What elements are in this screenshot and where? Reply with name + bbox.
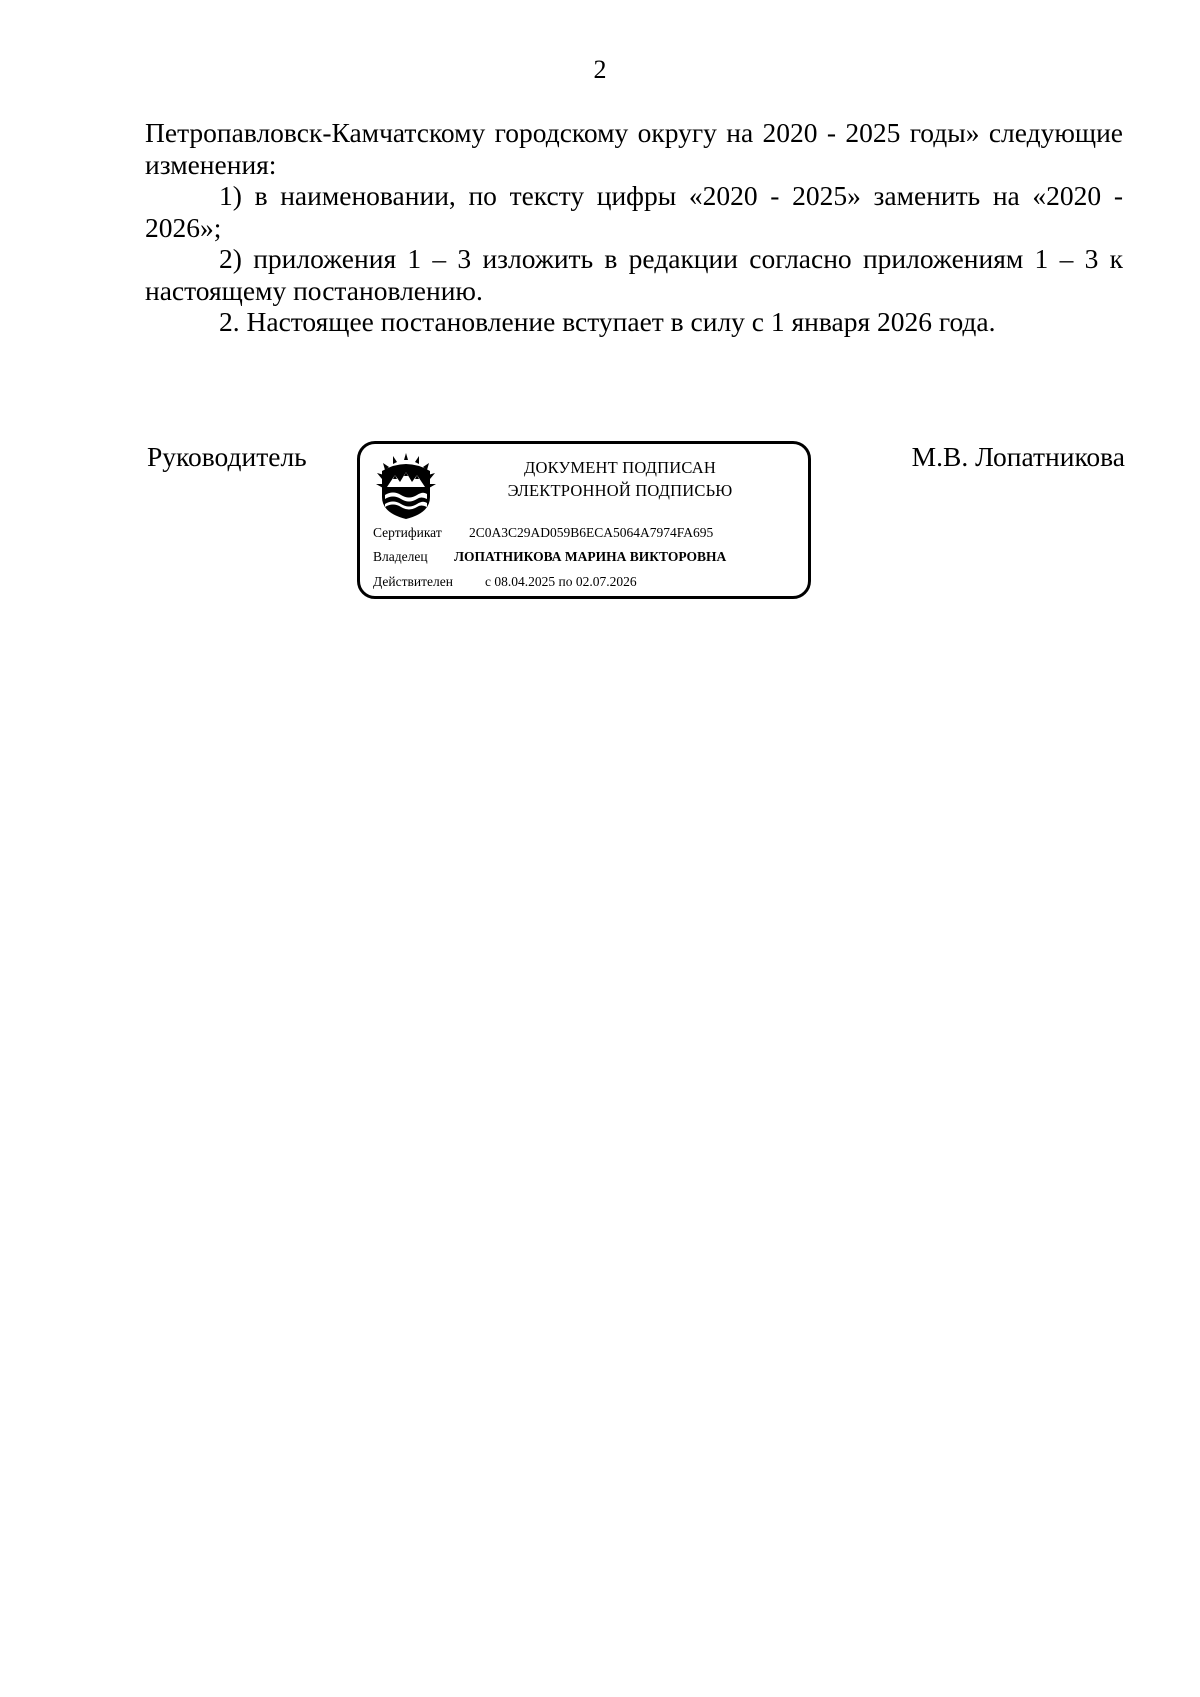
- stamp-certificate-row: [373, 524, 713, 542]
- paragraph-item-2: 2) приложения 1 – 3 изложить в редакции согласно приложениям 1 – 3 к настоящему постановлению.: [145, 243, 1123, 306]
- stamp-validity-row: [373, 573, 637, 591]
- paragraph-item-1: 1) в наименовании, по тексту цифры «2020 - 2025» заменить на «2020 - 2026»;: [145, 180, 1123, 243]
- validity-value: с 08.04.2025 по 02.07.2026: [485, 574, 637, 589]
- stamp-title: [470, 456, 770, 502]
- electronic-signature-stamp: [357, 441, 811, 599]
- stamp-title-line-1: ДОКУМЕНТ ПОДПИСАН: [524, 458, 716, 477]
- document-body: [145, 117, 1123, 338]
- stamp-title-line-2: ЭЛЕКТРОННОЙ ПОДПИСЬЮ: [507, 481, 733, 500]
- paragraph-clause-2: 2. Настоящее постановление вступает в силу с 1 января 2026 года.: [219, 306, 996, 337]
- page-number: 2: [593, 55, 607, 84]
- owner-label: Владелец: [373, 549, 428, 564]
- validity-label: Действителен: [373, 574, 453, 589]
- signatory-role: Руководитель: [147, 441, 307, 472]
- owner-value: ЛОПАТНИКОВА МАРИНА ВИКТОРОВНА: [454, 549, 727, 564]
- signatory-name: М.В. Лопатникова: [911, 441, 1125, 472]
- coat-of-arms-icon: [373, 451, 439, 521]
- paragraph-continuation: Петропавловск-Камчатскому городскому округу на 2020 - 2025 годы» следующие изменения:: [145, 117, 1123, 180]
- certificate-label: Сертификат: [373, 525, 442, 540]
- certificate-value: 2C0A3C29AD059B6ECA5064A7974FA695: [469, 525, 714, 540]
- stamp-owner-row: [373, 548, 726, 566]
